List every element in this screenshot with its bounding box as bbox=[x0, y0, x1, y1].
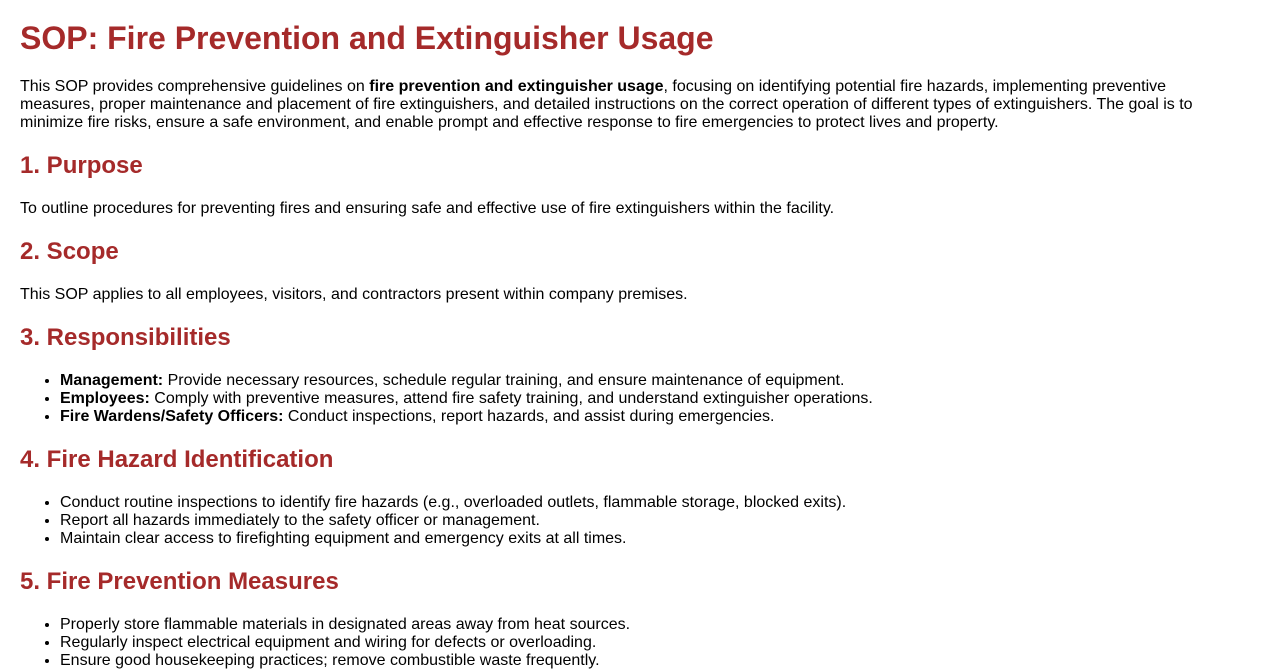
list-item: • Regularly inspect electrical equipment and wiring for defects or overloading. bbox=[60, 634, 1243, 652]
list-item: • Report all hazards immediately to the safety officer or management. bbox=[60, 512, 1243, 530]
intro-paragraph bbox=[20, 78, 1243, 132]
responsibilities-list bbox=[20, 372, 1243, 426]
section-heading-responsibilities: 3. Responsibilities bbox=[20, 324, 231, 351]
role-label: Fire Wardens/Safety Officers: bbox=[60, 408, 284, 425]
section-heading-prevention-measures: 5. Fire Prevention Measures bbox=[20, 568, 339, 595]
section-heading-hazard-identification: 4. Fire Hazard Identification bbox=[20, 446, 334, 473]
purpose-text: To outline procedures for preventing fires and ensuring safe and effective use of fire extinguishers within the facility. bbox=[20, 200, 835, 217]
role-description: Conduct inspections, report hazards, and assist during emergencies. bbox=[283, 408, 775, 425]
role-description: Provide necessary resources, schedule regular training, and ensure maintenance of equipment. bbox=[163, 372, 845, 389]
page-title: SOP: Fire Prevention and Extinguisher Usage bbox=[20, 20, 714, 56]
intro-text-bold: fire prevention and extinguisher usage bbox=[369, 78, 664, 95]
list-item: • Maintain clear access to firefighting equipment and emergency exits at all times. bbox=[60, 530, 1243, 548]
list-item: • Conduct routine inspections to identify fire hazards (e.g., overloaded outlets, flammable storage, blocked exits). bbox=[60, 494, 1243, 512]
list-item bbox=[60, 390, 1243, 408]
intro-text-end: , focusing on identifying potential fire hazards, implementing preventive measures, proper maintenance and placement of fire extinguishers, and detailed instructions on the correct operation of different types of extinguishers. The goal is to minimize fire risks, ensure a safe environment, and enable prompt and effective response to fire emergencies to protect lives and property. bbox=[20, 78, 1193, 131]
role-label: Management: bbox=[60, 372, 164, 389]
list-item bbox=[60, 408, 1243, 426]
list-item: • Ensure good housekeeping practices; remove combustible waste frequently. bbox=[60, 652, 1243, 670]
list-item bbox=[60, 372, 1243, 390]
section-heading-purpose: 1. Purpose bbox=[20, 152, 143, 179]
scope-text: This SOP applies to all employees, visitors, and contractors present within company premises. bbox=[20, 286, 688, 303]
role-label: Employees: bbox=[60, 390, 150, 407]
section-heading-scope: 2. Scope bbox=[20, 238, 119, 265]
hazards-list bbox=[20, 494, 1243, 548]
list-item: • Properly store flammable materials in designated areas away from heat sources. bbox=[60, 616, 1243, 634]
intro-text-start: This SOP provides comprehensive guidelines on bbox=[20, 78, 370, 95]
role-description: Comply with preventive measures, attend fire safety training, and understand extinguisher operations. bbox=[149, 390, 873, 407]
prevention-list bbox=[20, 616, 1243, 670]
